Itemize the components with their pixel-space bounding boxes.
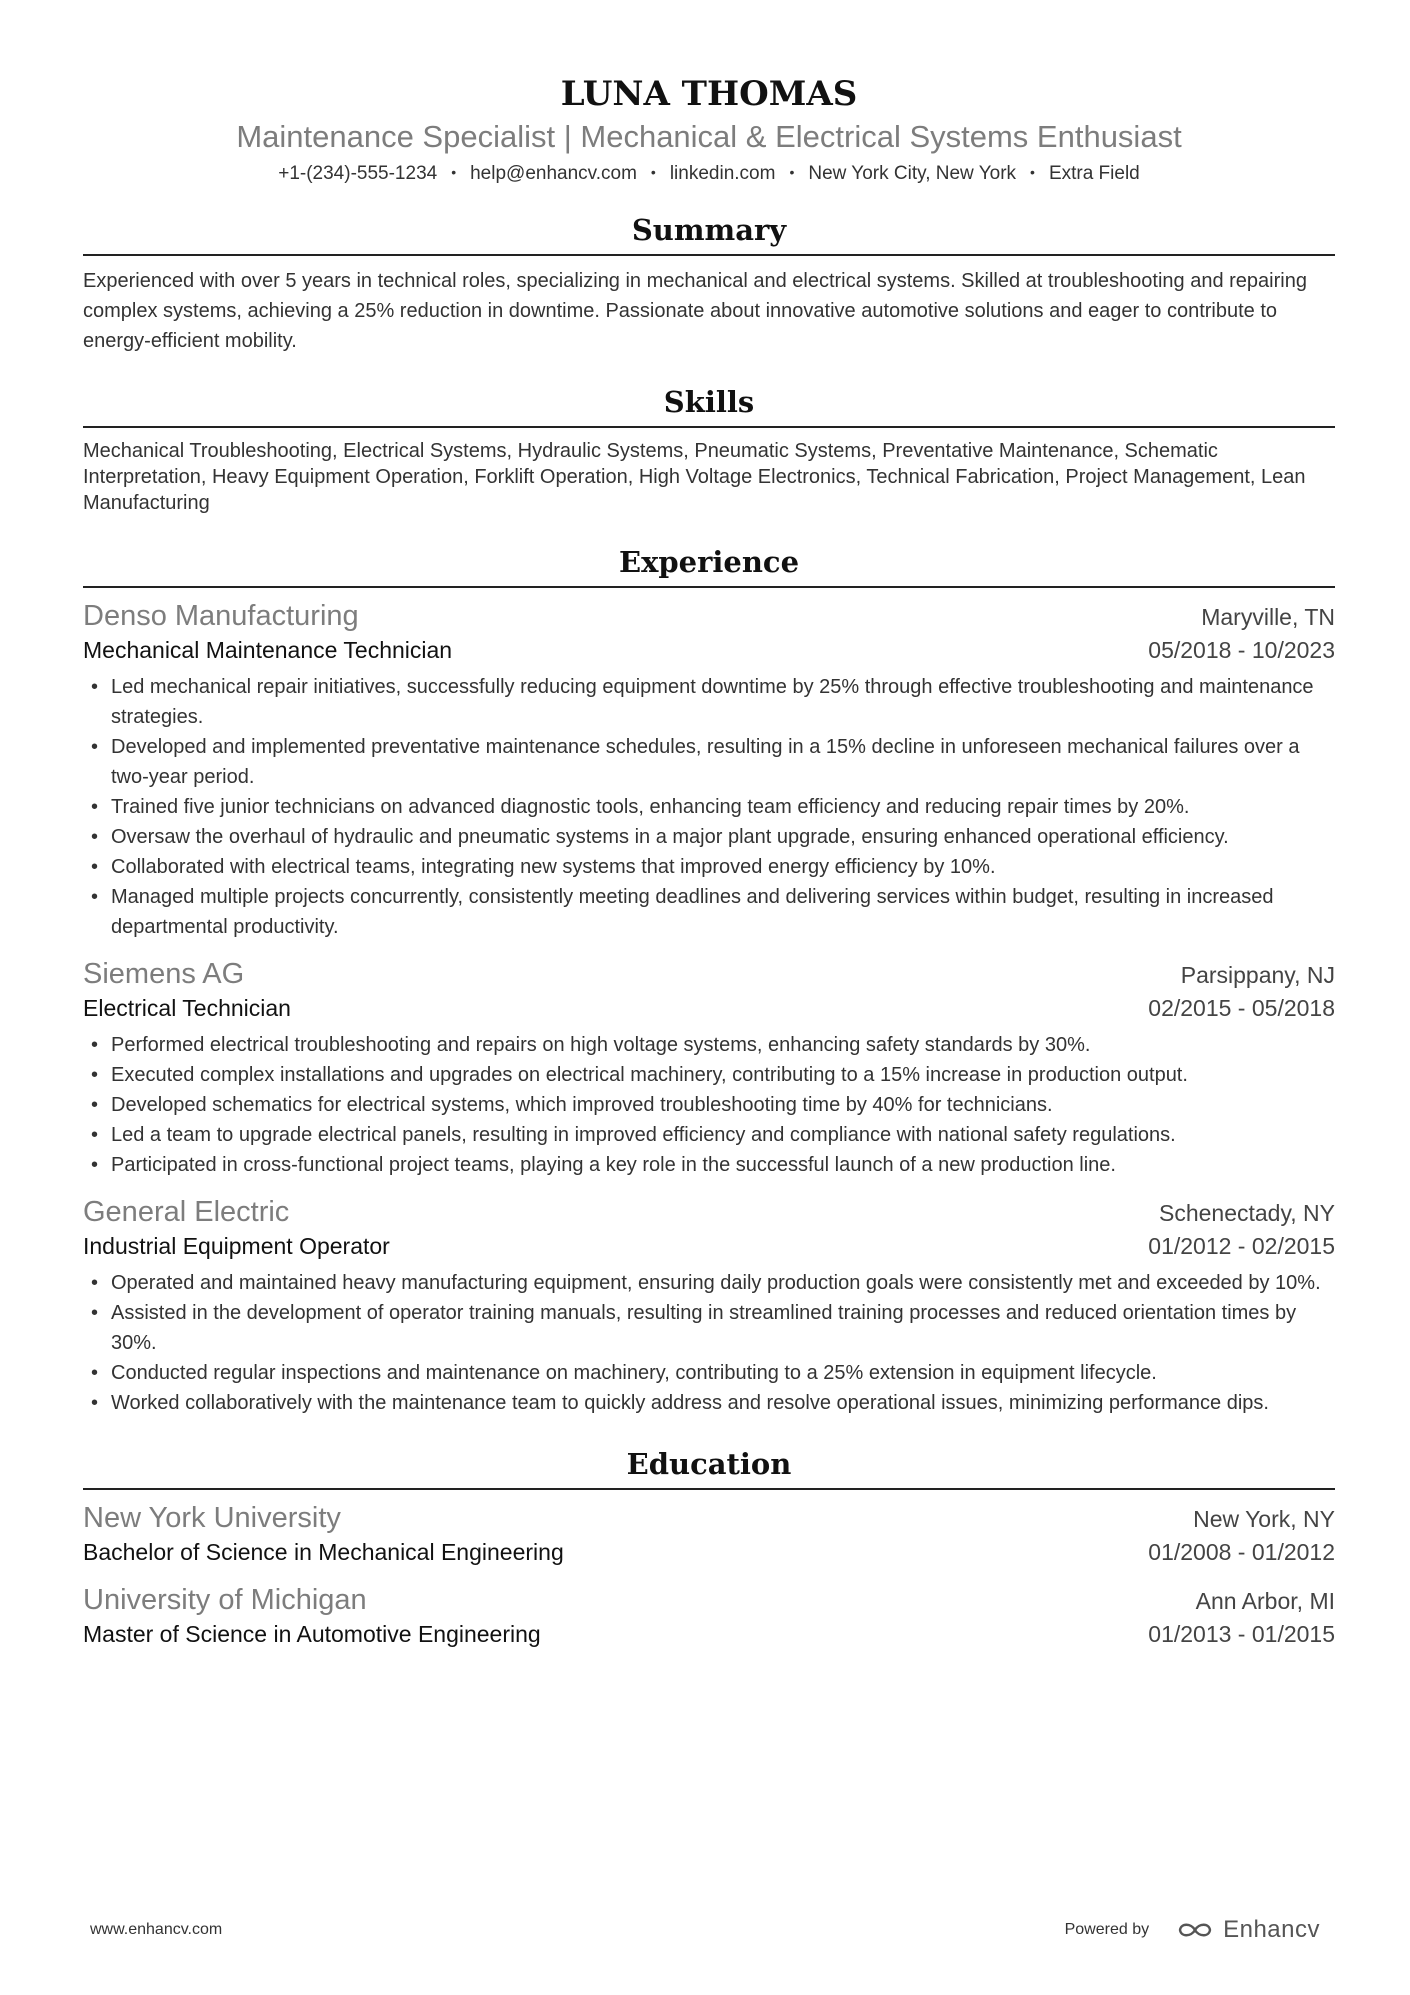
degree: Bachelor of Science in Mechanical Engineering bbox=[83, 1539, 564, 1565]
bullet-list bbox=[83, 1268, 1335, 1418]
summary-text: Experienced with over 5 years in technical roles, specializing in mechanical and electrical systems. Skilled at troubleshooting and repairing complex systems, achieving a 25% reduction in downtime. Passionate about innovative automotive solutions and eager to contribute to energy-efficient mobility. bbox=[83, 270, 1307, 352]
experience-entry bbox=[83, 1194, 1335, 1418]
resume-page bbox=[83, 70, 1335, 1650]
summary-section bbox=[83, 210, 1335, 356]
job-title: Electrical Technician bbox=[83, 995, 291, 1021]
bullet-item: • Participated in cross-functional project teams, playing a key role in the successful launch of a new production line. bbox=[111, 1150, 1335, 1180]
education-section bbox=[83, 1444, 1335, 1650]
company-name: Denso Manufacturing bbox=[83, 600, 359, 632]
phone[interactable]: +1-(234)-555-1234 bbox=[278, 163, 438, 184]
section-divider bbox=[83, 586, 1335, 588]
powered-by bbox=[1065, 1916, 1320, 1944]
footer-website-link[interactable]: www.enhancv.com bbox=[90, 1921, 223, 1938]
job-title: Mechanical Maintenance Technician bbox=[83, 637, 453, 663]
bullet-item: • Performed electrical troubleshooting and repairs on high voltage systems, enhancing safety standards by 30%. bbox=[111, 1030, 1335, 1060]
experience-entry bbox=[83, 598, 1335, 942]
bullet-item: • Executed complex installations and upgrades on electrical machinery, contributing to a 15% increase in production output. bbox=[111, 1060, 1335, 1090]
skills-text: Mechanical Troubleshooting, Electrical Systems, Hydraulic Systems, Pneumatic Systems, Preventative Maintenance, Schematic Interpretation, Heavy Equipment Operation, Forklift Operation, High Voltage Electronics, Technical Fabrication, Project Management, Lean Manufacturing bbox=[83, 440, 1306, 514]
section-divider bbox=[83, 254, 1335, 256]
bullet-item: • Developed and implemented preventative maintenance schedules, resulting in a 15% decline in unforeseen mechanical failures over a two-year period. bbox=[111, 732, 1335, 792]
degree: Master of Science in Automotive Engineering bbox=[83, 1621, 541, 1647]
section-divider bbox=[83, 1488, 1335, 1490]
job-location: Parsippany, NJ bbox=[1180, 962, 1335, 988]
school-location: New York, NY bbox=[1193, 1506, 1335, 1532]
bullet-item: • Managed multiple projects concurrently, consistently meeting deadlines and delivering services within budget, resulting in increased departmental productivity. bbox=[111, 882, 1335, 942]
school-location: Ann Arbor, MI bbox=[1195, 1588, 1335, 1614]
brand-name: Enhancv bbox=[1223, 1916, 1320, 1943]
school-name: University of Michigan bbox=[83, 1584, 367, 1616]
section-title-summary: Summary bbox=[631, 213, 787, 247]
separator-dot: • bbox=[789, 164, 795, 180]
brand-logo[interactable] bbox=[1175, 1916, 1320, 1944]
section-title-education: Education bbox=[626, 1447, 792, 1481]
separator-dot: • bbox=[451, 164, 457, 180]
location: New York City, New York bbox=[808, 163, 1017, 184]
bullet-item: • Worked collaboratively with the maintenance team to quickly address and resolve operational issues, minimizing performance dips. bbox=[111, 1388, 1335, 1418]
education-dates: 01/2008 - 01/2012 bbox=[1148, 1539, 1335, 1565]
separator-dot: • bbox=[1030, 164, 1035, 180]
bullet-item: • Led mechanical repair initiatives, successfully reducing equipment downtime by 25% through effective troubleshooting and maintenance strategies. bbox=[111, 672, 1335, 732]
education-entry bbox=[83, 1582, 1335, 1650]
school-name: New York University bbox=[83, 1502, 341, 1534]
job-location: Schenectady, NY bbox=[1158, 1200, 1335, 1226]
candidate-name: LUNA THOMAS bbox=[560, 74, 858, 114]
bullet-item: • Led a team to upgrade electrical panels, resulting in improved efficiency and compliance with national safety regulations. bbox=[111, 1120, 1335, 1150]
contact-line bbox=[83, 158, 1335, 188]
skills-section bbox=[83, 382, 1335, 516]
company-name: Siemens AG bbox=[83, 958, 245, 990]
job-location: Maryville, TN bbox=[1201, 604, 1335, 630]
bullet-item: • Collaborated with electrical teams, integrating new systems that improved energy efficiency by 10%. bbox=[111, 852, 1335, 882]
experience-entry bbox=[83, 956, 1335, 1180]
extra-field: Extra Field bbox=[1048, 163, 1140, 184]
separator-dot: • bbox=[650, 164, 656, 180]
linkedin[interactable]: linkedin.com bbox=[669, 163, 776, 184]
education-entry bbox=[83, 1500, 1335, 1568]
section-divider bbox=[83, 426, 1335, 428]
job-dates: 05/2018 - 10/2023 bbox=[1148, 637, 1335, 663]
experience-section bbox=[83, 542, 1335, 1418]
bullet-item: • Assisted in the development of operator training manuals, resulting in streamlined training processes and reduced orientation times by 30%. bbox=[111, 1298, 1335, 1358]
powered-by-text: Powered by bbox=[1064, 1921, 1150, 1938]
job-dates: 02/2015 - 05/2018 bbox=[1148, 995, 1335, 1021]
section-title-skills: Skills bbox=[663, 385, 755, 419]
job-dates: 01/2012 - 02/2015 bbox=[1148, 1233, 1335, 1259]
company-name: General Electric bbox=[83, 1196, 290, 1228]
page-footer bbox=[90, 1916, 1320, 1944]
bullet-item: • Developed schematics for electrical systems, which improved troubleshooting time by 40% for technicians. bbox=[111, 1090, 1335, 1120]
job-title: Industrial Equipment Operator bbox=[83, 1233, 390, 1259]
bullet-item: • Operated and maintained heavy manufacturing equipment, ensuring daily production goals were consistently met and exceeded by 10%. bbox=[111, 1268, 1335, 1298]
email[interactable]: help@enhancv.com bbox=[470, 163, 637, 184]
bullet-item: • Trained five junior technicians on advanced diagnostic tools, enhancing team efficiency and reducing repair times by 20%. bbox=[111, 792, 1335, 822]
bullet-item: • Conducted regular inspections and maintenance on machinery, contributing to a 25% extension in equipment lifecycle. bbox=[111, 1358, 1335, 1388]
education-dates: 01/2013 - 01/2015 bbox=[1148, 1621, 1335, 1647]
headline: Maintenance Specialist | Mechanical & Electrical Systems Enthusiast bbox=[236, 119, 1182, 154]
infinity-logo-icon bbox=[1175, 1919, 1215, 1941]
bullet-list bbox=[83, 672, 1335, 942]
bullet-item: • Oversaw the overhaul of hydraulic and pneumatic systems in a major plant upgrade, ensuring enhanced operational efficiency. bbox=[111, 822, 1335, 852]
section-title-experience: Experience bbox=[618, 545, 800, 579]
bullet-list bbox=[83, 1030, 1335, 1180]
